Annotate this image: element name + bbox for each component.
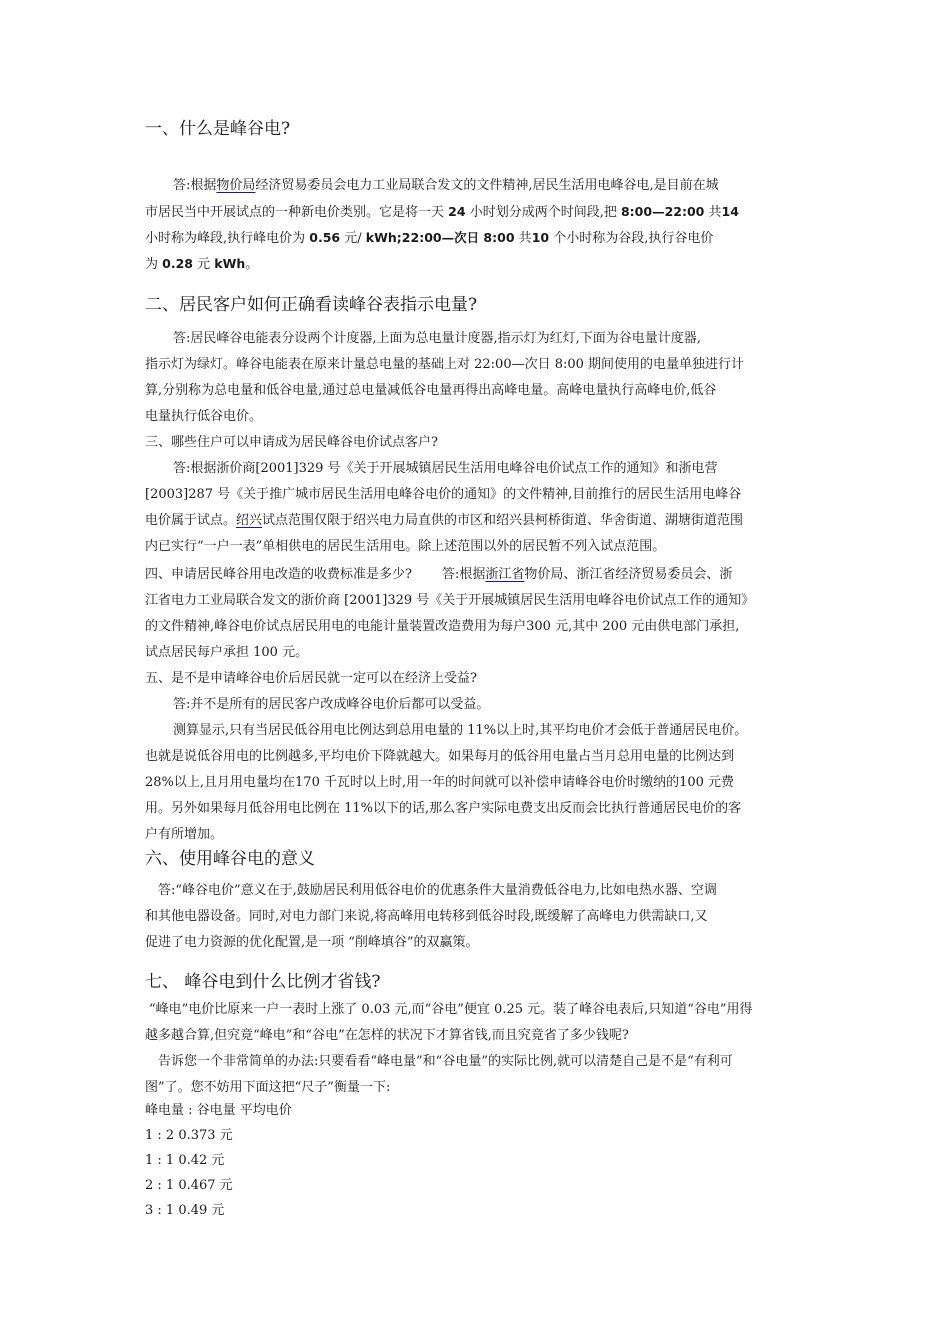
- section-6-title: 六、使用峰谷电的意义: [145, 849, 315, 869]
- link-shaoxing[interactable]: 绍兴: [236, 513, 263, 528]
- ratio-table: [145, 1098, 292, 1223]
- link-wujiaju[interactable]: 物价局: [216, 178, 256, 193]
- section-3: 三、哪些住户可以申请成为居民峰谷电价试点客户? 答:根据浙价商[2001]329 号《关于开展城镇居民生活用电峰谷电价试点工作的通知》和浙电营 [2003]287 号《关于推广城市居民生活用电峰谷电价的通知》的文件精神,目前推行的居民生活用电峰谷 电价属于试点。绍兴试点范围仅限于绍兴电力局直供的市区和绍兴县柯桥街道、华舍街道、湖塘街道范围 内已实行“一户一表”单相供电的居民生活用电。除上述范围以外的居民暂不列入试点范围。: [145, 430, 830, 560]
- ratio-table-row: 3 : 1 0.49 元: [145, 1203, 225, 1218]
- section-2-title: 二、居民客户如何正确看读峰谷表指示电量?: [145, 295, 478, 315]
- ratio-table-row: 1 : 1 0.42 元: [145, 1153, 225, 1168]
- section-4: 四、申请居民峰谷用电改造的收费标准是多少? 答:根据浙江省物价局、浙江省经济贸易委员会、浙 江省电力工业局联合发文的浙价商 [2001]329 号《关于开展城镇居民生活用电峰谷电价试点工作的通知》 的文件精神,峰谷电价试点居民用电的电能计量装置改造费用为每户300 元,其中 200 元由供电部门承担, 试点居民每户承担 100 元。: [145, 567, 755, 660]
- section-5: 五、是不是申请峰谷电价后居民就一定可以在经济上受益? 答:并不是所有的居民客户改成峰谷电价后都可以受益。 测算显示,只有当居民低谷用电比例达到总用电量的 11%以上时,其平均电价才会低于普通居民电价。 也就是说低谷用电的比例越多,平均电价下降就越大。如果每月的低谷用电量占当月总用电量的比例达到 28%以上,且月用电量均在170 千瓦时以上时,用一年的时间就可以补偿申请峰谷电价时缴纳的100 元费 用。另外如果每月低谷用电比例在 11%以下的话,那么客户实际电费支出反而会比执行普通居民电价的客 户有所增加。: [145, 666, 830, 848]
- section-6-body: 答:“峰谷电价”意义在于,鼓励居民利用低谷电价的优惠条件大量消费低谷电力,比如电热水器、空调 和其他电器设备。同时,对电力部门来说,将高峰用电转移到低谷时段,既缓解了高峰电力供需缺口,又 促进了电力资源的优化配置,是一项 “削峰填谷”的双赢策。: [145, 883, 717, 950]
- section-1-body: 答:根据物价局经济贸易委员会电力工业局联合发文的文件精神,居民生活用电峰谷电,是目前在城 市居民当中开展试点的一种新电价类别。它是将一天 24 小时划分成两个时间段,把 8:00—22:00 共14 小时称为峰段,执行峰电价为 0.56 元/ kWh;22:00—次日 8:00 共10 个小时称为谷段,执行谷电价 为 0.28 元 kWh。: [145, 178, 739, 272]
- ratio-table-row: 2 : 1 0.467 元: [145, 1178, 233, 1193]
- section-5-title: 五、是不是申请峰谷电价后居民就一定可以在经济上受益?: [145, 671, 477, 686]
- section-7-body: “峰电”电价比原来一户一表时上涨了 0.03 元,而“谷电”便宜 0.25 元。装了峰谷电表后,只知道“谷电”用得 越多越合算,但究竟“峰电”和“谷电”在怎样的状况下才算省钱,而且究竟省了多少钱呢? 告诉您一个非常简单的办法:只要看看“峰电量”和“谷电量”的实际比例,就可以清楚自己是不是“有利可 图”了。您不妨用下面这把“尺子”衡量一下:: [145, 1002, 753, 1095]
- section-7-title: 七、 峰谷电到什么比例才省钱?: [145, 972, 381, 992]
- ratio-table-header: 峰电量 : 谷电量 平均电价: [145, 1103, 292, 1118]
- ratio-table-row: 1 : 2 0.373 元: [145, 1128, 233, 1143]
- section-2-body: 答:居民峰谷电能表分设两个计度器,上面为总电量计度器,指示灯为红灯,下面为谷电量计度器, 指示灯为绿灯。峰谷电能表在原来计量总电量的基础上对 22:00—次日 8:00 期间使用的电量单独进行计 算,分别称为总电量和低谷电量,通过总电量减低谷电量再得出高峰电量。高峰电量执行高峰电价,低谷 电量执行低谷电价。: [145, 331, 745, 424]
- section-3-title: 三、哪些住户可以申请成为居民峰谷电价试点客户?: [145, 435, 438, 450]
- section-1-title: 一、什么是峰谷电?: [145, 119, 291, 139]
- section-4-title: 四、申请居民峰谷用电改造的收费标准是多少?: [145, 567, 412, 582]
- link-zhejiang[interactable]: 浙江省: [485, 567, 525, 582]
